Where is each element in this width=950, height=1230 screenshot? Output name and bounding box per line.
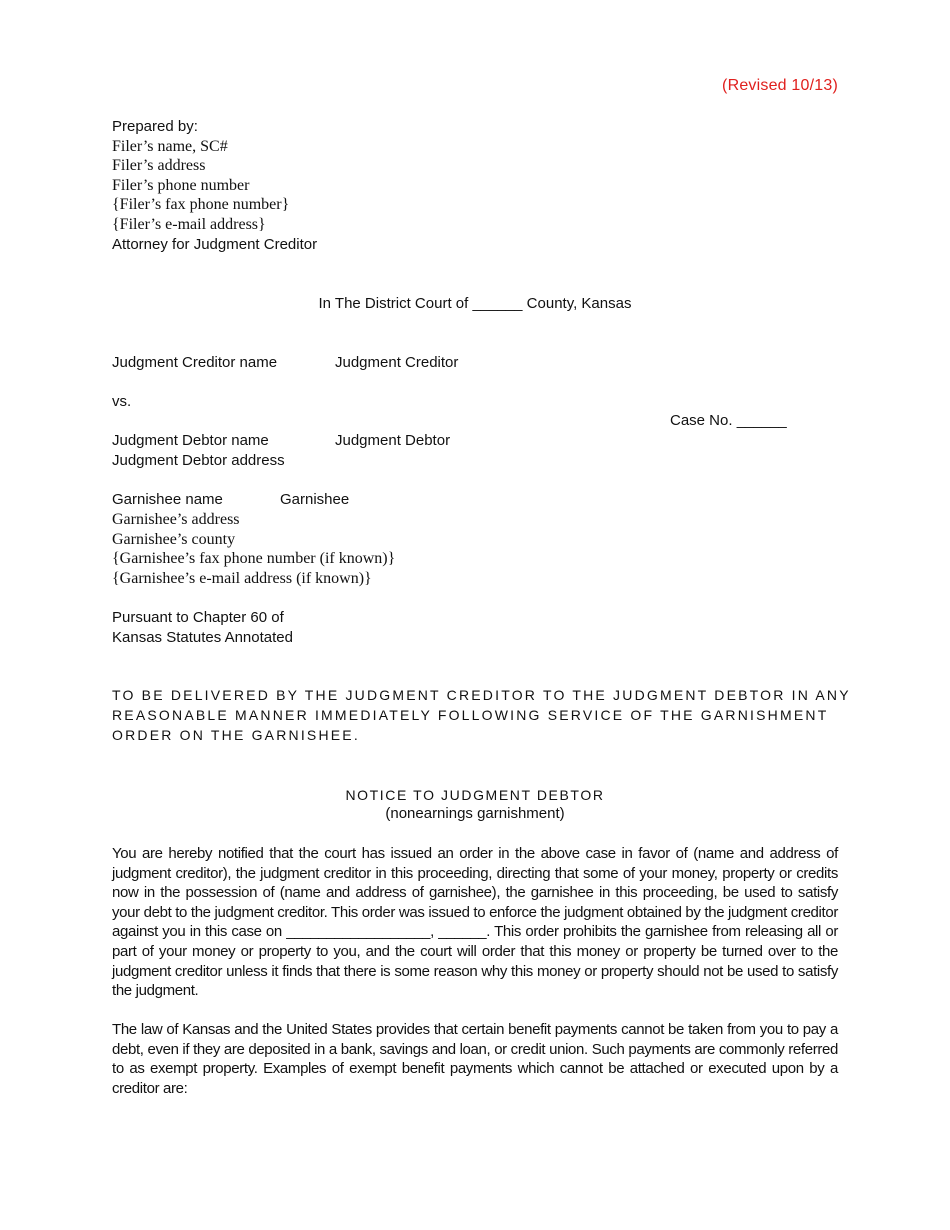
attorney-label: Attorney for Judgment Creditor [112, 235, 318, 253]
delivery-line-1: TO BE DELIVERED BY THE JUDGMENT CREDITOR TO THE JUDGMENT DEBTOR IN ANY [112, 687, 851, 703]
revision-stamp: (Revised 10/13) [722, 77, 838, 94]
statute-line-1: Pursuant to Chapter 60 of [112, 609, 284, 626]
delivery-line-3: ORDER ON THE GARNISHEE. [112, 727, 360, 743]
garnishee-role: Garnishee [280, 491, 350, 508]
notice-paragraph-1: You are hereby notified that the court has issued an order in the above case in favor of (name and address of judgment creditor), the judgment creditor in this proceeding, directing that some of your money, property or credits now in the possession of (name and address of garnishee), the garnishee in this proceeding, be used to satisfy your debt to the judgment creditor. This order was issued to enforce the judgment obtained by the judgment creditor against you in this case on __________________, ______. This order prohibits the garnishee from releasing all or part of your money or property to you, and the court will order that this money or property be turned over to the judgment creditor unless it finds that there is some reason why this money or property should not be used to satisfy the judgment. [112, 845, 838, 1000]
creditor-role: Judgment Creditor [335, 354, 459, 371]
delivery-instruction [112, 686, 851, 746]
debtor-address: Judgment Debtor address [112, 452, 285, 469]
garnishee-address: Garnishee’s address [112, 511, 240, 528]
filer-phone: Filer’s phone number [112, 176, 250, 194]
notice-title: NOTICE TO JUDGMENT DEBTOR [345, 787, 605, 803]
filer-name: Filer’s name, SC# [112, 137, 228, 155]
filer-email: {Filer’s e-mail address} [112, 215, 266, 233]
garnishee-details [112, 510, 395, 588]
statute-line-2: Kansas Statutes Annotated [112, 628, 293, 646]
debtor-name: Judgment Debtor name [112, 432, 269, 449]
filer-fax: {Filer’s fax phone number} [112, 196, 290, 214]
delivery-line-2: REASONABLE MANNER IMMEDIATELY FOLLOWING SERVICE OF THE GARNISHMENT [112, 707, 829, 723]
filer-address: Filer’s address [112, 157, 206, 175]
creditor-name: Judgment Creditor name [112, 354, 278, 371]
versus: vs. [112, 393, 132, 410]
garnishee-name: Garnishee name [112, 491, 223, 508]
case-number: Case No. ______ [670, 412, 787, 429]
notice-paragraph-2: The law of Kansas and the United States provides that certain benefit payments cannot be taken from you to pay a debt, even if they are deposited in a bank, savings and loan, or credit union. Such payments are commonly referred to as exempt property. Examples of exempt benefit payments which cannot be attached or executed upon by a creditor are: [112, 1021, 838, 1097]
garnishee-county: Garnishee’s county [112, 530, 236, 548]
garnishee-fax: {Garnishee’s fax phone number (if known)} [112, 550, 396, 568]
garnishee-email: {Garnishee’s e-mail address (if known)} [112, 569, 372, 587]
notice-subtitle: (nonearnings garnishment) [385, 805, 565, 822]
statute-reference [112, 608, 293, 647]
court-title: In The District Court of ______ County, Kansas [318, 295, 632, 312]
debtor-role: Judgment Debtor [335, 432, 451, 449]
prepared-by-label: Prepared by: [112, 118, 198, 135]
prepared-by-block [112, 117, 317, 254]
